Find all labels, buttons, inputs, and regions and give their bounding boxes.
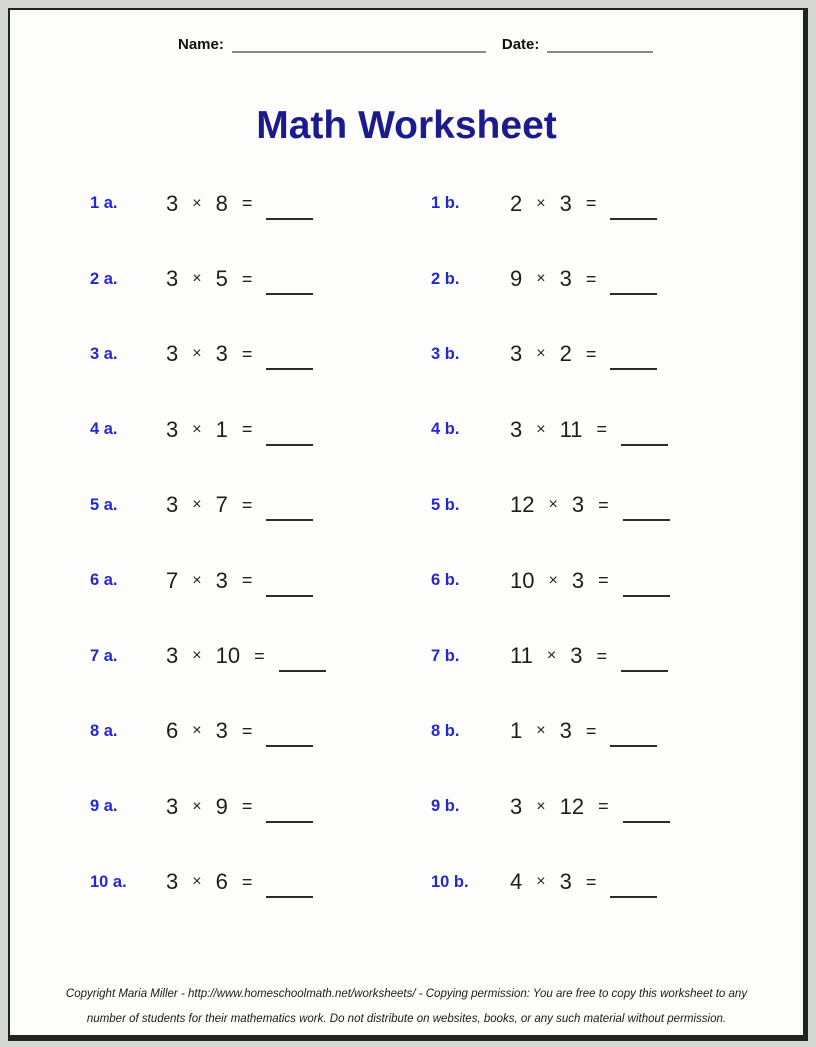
answer-blank bbox=[266, 725, 313, 747]
equals-symbol: = bbox=[241, 796, 253, 817]
factor: 3 bbox=[166, 869, 179, 895]
factor: 12 bbox=[559, 793, 585, 819]
factor: 10 bbox=[510, 567, 535, 593]
problem-expression bbox=[166, 643, 431, 669]
factor: 12 bbox=[510, 492, 535, 518]
factor: 7 bbox=[166, 567, 179, 593]
factor: 3 bbox=[166, 266, 179, 292]
factor: 2 bbox=[559, 341, 572, 367]
problem-label: 10 a. bbox=[90, 872, 127, 891]
times-symbol: × bbox=[192, 270, 202, 288]
times-symbol: × bbox=[192, 722, 202, 740]
equals-symbol: = bbox=[598, 796, 609, 817]
factor: 10 bbox=[215, 643, 241, 669]
problem-label: 3 b. bbox=[431, 344, 460, 363]
problems-grid bbox=[10, 166, 803, 920]
equals-symbol: = bbox=[241, 343, 253, 364]
problem-label: 10 b. bbox=[431, 872, 469, 891]
equals-symbol: = bbox=[598, 570, 609, 591]
name-blank-line bbox=[232, 36, 486, 53]
equals-symbol: = bbox=[585, 268, 597, 289]
times-symbol: × bbox=[192, 194, 202, 212]
factor: 3 bbox=[559, 718, 572, 744]
factor: 1 bbox=[215, 416, 228, 442]
problem-expression bbox=[510, 417, 803, 443]
answer-blank bbox=[266, 499, 313, 521]
factor: 3 bbox=[510, 416, 523, 442]
problem-expression bbox=[166, 869, 431, 895]
problem-label: 5 b. bbox=[431, 495, 460, 514]
answer-blank bbox=[266, 348, 313, 370]
copyright-footer bbox=[10, 982, 803, 1032]
problem-expression bbox=[166, 794, 431, 820]
answer-blank bbox=[623, 575, 670, 597]
answer-blank bbox=[623, 801, 670, 823]
factor: 7 bbox=[215, 492, 228, 518]
equals-symbol: = bbox=[241, 419, 253, 440]
equals-symbol: = bbox=[585, 871, 597, 892]
factor: 3 bbox=[166, 341, 179, 367]
worksheet-row bbox=[10, 241, 803, 316]
factor: 2 bbox=[510, 190, 523, 216]
problem-label: 1 a. bbox=[90, 194, 118, 213]
times-symbol: × bbox=[546, 647, 557, 665]
copyright-line-1: Copyright Maria Miller - http://www.homeschoolmath.net/worksheets/ - Copying permission: You are free to copy this worksheet to any bbox=[65, 988, 748, 1000]
problem-label: 4 b. bbox=[431, 420, 460, 439]
times-symbol: × bbox=[192, 345, 202, 363]
times-symbol: × bbox=[192, 571, 202, 589]
answer-blank bbox=[610, 273, 657, 295]
equals-symbol: = bbox=[241, 268, 253, 289]
problem-expression bbox=[510, 794, 803, 820]
problem-expression bbox=[166, 341, 431, 367]
times-symbol: × bbox=[536, 420, 546, 438]
factor: 8 bbox=[215, 190, 228, 216]
factor: 3 bbox=[166, 190, 179, 216]
equals-symbol: = bbox=[585, 343, 597, 364]
date-blank-line bbox=[547, 36, 653, 53]
problem-expression bbox=[510, 266, 803, 292]
copyright-line-2: number of students for their mathematics work. Do not distribute on websites, books, or any such material without permission. bbox=[86, 1013, 727, 1025]
page-title: Math Worksheet bbox=[256, 104, 557, 147]
problem-expression bbox=[510, 568, 803, 594]
factor: 3 bbox=[215, 341, 228, 367]
problem-label: 8 a. bbox=[90, 721, 118, 740]
worksheet-row bbox=[10, 694, 803, 769]
equals-symbol: = bbox=[585, 720, 597, 741]
worksheet-row bbox=[10, 392, 803, 467]
problem-label: 5 a. bbox=[90, 495, 118, 514]
worksheet-row bbox=[10, 845, 803, 920]
factor: 3 bbox=[571, 567, 585, 593]
answer-blank bbox=[279, 650, 326, 672]
answer-blank bbox=[621, 650, 668, 672]
problem-label: 8 b. bbox=[431, 721, 460, 740]
problem-expression bbox=[166, 191, 431, 217]
worksheet-row bbox=[10, 317, 803, 392]
times-symbol: × bbox=[192, 797, 202, 815]
equals-symbol: = bbox=[241, 871, 253, 892]
times-symbol: × bbox=[192, 496, 202, 514]
times-symbol: × bbox=[548, 496, 558, 514]
factor: 3 bbox=[215, 718, 228, 744]
times-symbol: × bbox=[536, 873, 546, 891]
problem-label: 7 a. bbox=[90, 646, 118, 665]
problem-label: 2 b. bbox=[431, 269, 460, 288]
problem-label: 9 a. bbox=[90, 797, 118, 816]
equals-symbol: = bbox=[241, 494, 253, 515]
date-label: Date: bbox=[501, 36, 540, 53]
problem-expression bbox=[510, 191, 803, 217]
answer-blank bbox=[266, 273, 313, 295]
answer-blank bbox=[610, 348, 657, 370]
problem-label: 1 b. bbox=[431, 194, 460, 213]
problem-label: 4 a. bbox=[90, 420, 118, 439]
factor: 3 bbox=[559, 869, 572, 895]
factor: 1 bbox=[510, 718, 523, 744]
problem-expression bbox=[510, 718, 803, 744]
problem-label: 7 b. bbox=[431, 646, 460, 665]
factor: 3 bbox=[559, 266, 572, 292]
factor: 9 bbox=[215, 793, 228, 819]
factor: 11 bbox=[559, 416, 583, 442]
answer-blank bbox=[266, 424, 313, 446]
worksheet-row bbox=[10, 769, 803, 844]
equals-symbol: = bbox=[598, 494, 609, 515]
problem-expression bbox=[510, 492, 803, 518]
factor: 3 bbox=[571, 492, 585, 518]
equals-symbol: = bbox=[241, 193, 253, 214]
equals-symbol: = bbox=[585, 193, 597, 214]
factor: 3 bbox=[166, 492, 179, 518]
name-label: Name: bbox=[178, 36, 224, 53]
factor: 3 bbox=[166, 793, 179, 819]
problem-label: 6 a. bbox=[90, 571, 118, 590]
equals-symbol: = bbox=[596, 645, 607, 666]
problem-label: 3 a. bbox=[90, 344, 118, 363]
problem-expression bbox=[166, 492, 431, 518]
answer-blank bbox=[610, 725, 657, 747]
factor: 3 bbox=[570, 643, 583, 669]
factor: 3 bbox=[510, 793, 523, 819]
problem-label: 2 a. bbox=[90, 269, 118, 288]
times-symbol: × bbox=[548, 571, 558, 589]
problem-label: 6 b. bbox=[431, 571, 460, 590]
times-symbol: × bbox=[536, 194, 546, 212]
answer-blank bbox=[266, 801, 313, 823]
answer-blank bbox=[623, 499, 670, 521]
factor: 11 bbox=[510, 643, 533, 669]
times-symbol: × bbox=[192, 647, 202, 665]
problem-expression bbox=[510, 869, 803, 895]
factor: 3 bbox=[559, 190, 572, 216]
problem-expression bbox=[166, 568, 431, 594]
times-symbol: × bbox=[536, 270, 546, 288]
times-symbol: × bbox=[536, 722, 546, 740]
factor: 3 bbox=[215, 567, 228, 593]
equals-symbol: = bbox=[596, 419, 607, 440]
equals-symbol: = bbox=[254, 645, 265, 666]
problem-expression bbox=[166, 718, 431, 744]
worksheet-row bbox=[10, 166, 803, 241]
equals-symbol: = bbox=[241, 720, 253, 741]
factor: 6 bbox=[166, 718, 179, 744]
worksheet-row bbox=[10, 543, 803, 618]
answer-blank bbox=[621, 424, 668, 446]
problem-expression bbox=[510, 341, 803, 367]
problem-expression bbox=[166, 417, 431, 443]
answer-blank bbox=[610, 876, 657, 898]
times-symbol: × bbox=[192, 873, 202, 891]
factor: 5 bbox=[215, 266, 228, 292]
worksheet-row bbox=[10, 468, 803, 543]
factor: 3 bbox=[166, 416, 179, 442]
factor: 3 bbox=[510, 341, 523, 367]
factor: 9 bbox=[510, 266, 523, 292]
answer-blank bbox=[266, 575, 313, 597]
times-symbol: × bbox=[536, 345, 546, 363]
problem-expression bbox=[510, 643, 803, 669]
factor: 6 bbox=[215, 869, 228, 895]
equals-symbol: = bbox=[241, 570, 253, 591]
factor: 4 bbox=[510, 869, 523, 895]
times-symbol: × bbox=[192, 420, 202, 438]
worksheet-row bbox=[10, 618, 803, 693]
answer-blank bbox=[266, 876, 313, 898]
times-symbol: × bbox=[536, 797, 546, 815]
problem-label: 9 b. bbox=[431, 797, 460, 816]
worksheet-page bbox=[8, 8, 808, 1041]
answer-blank bbox=[266, 198, 313, 220]
answer-blank bbox=[610, 198, 657, 220]
factor: 3 bbox=[166, 643, 179, 669]
problem-expression bbox=[166, 266, 431, 292]
header bbox=[178, 36, 653, 53]
